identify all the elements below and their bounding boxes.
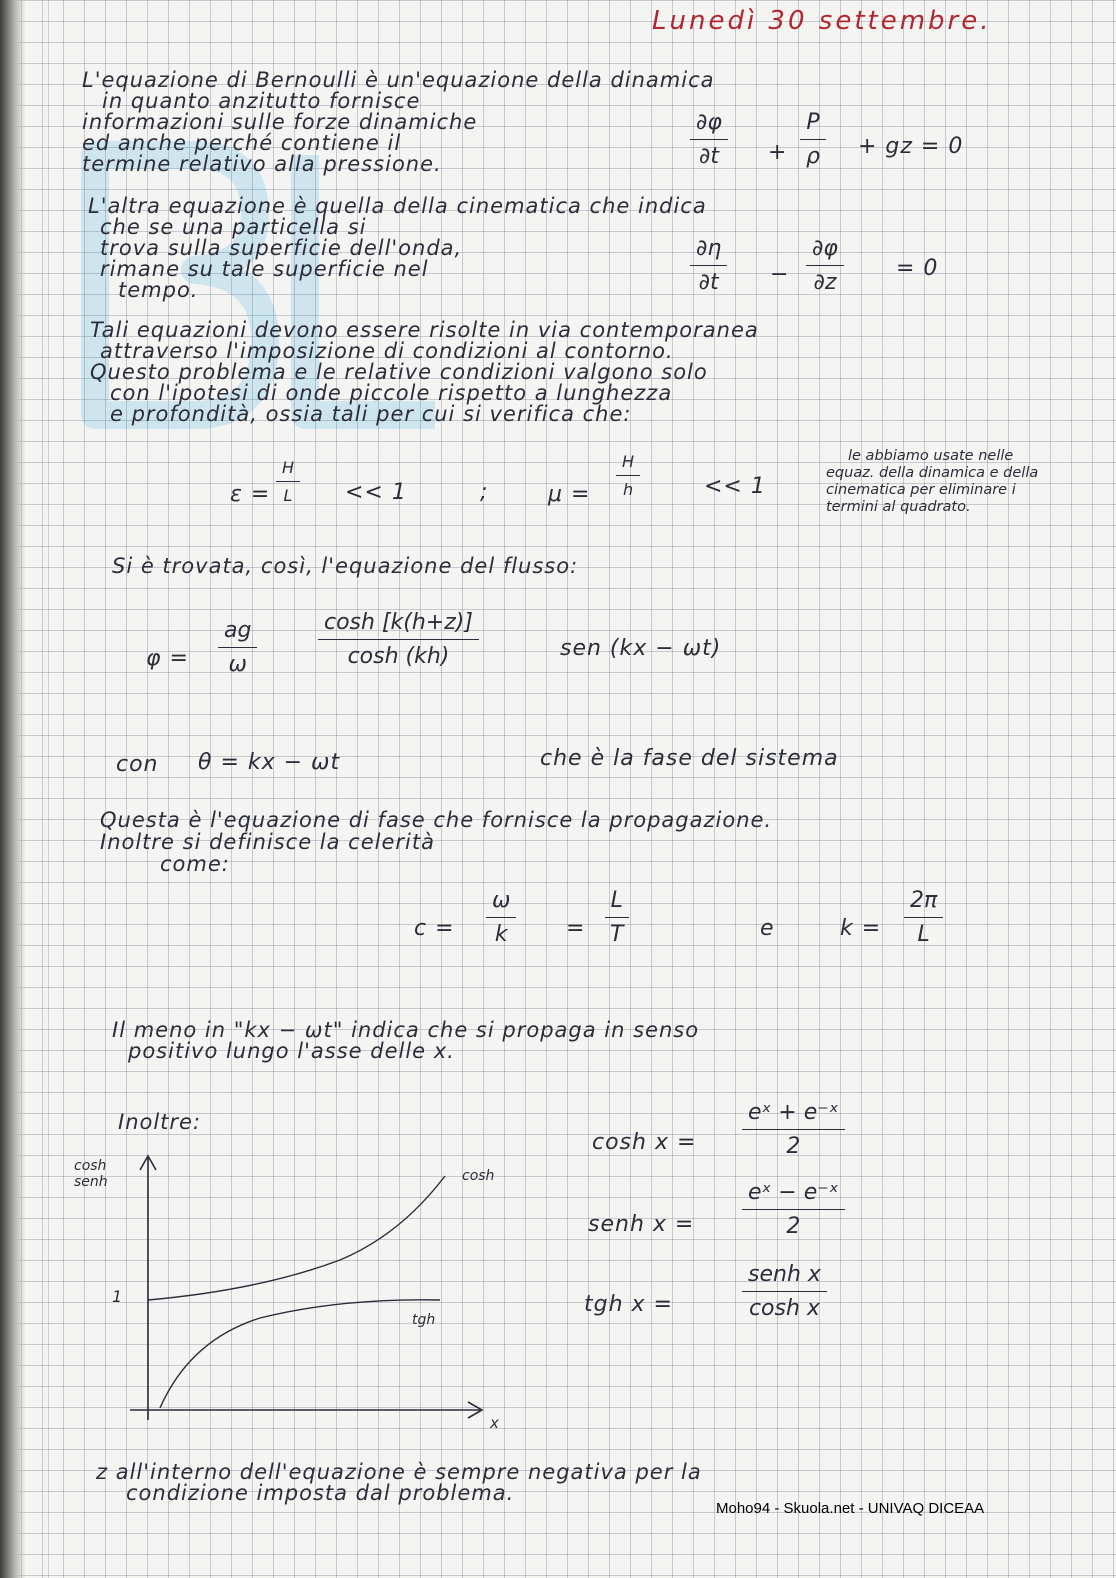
numerator: ∂φ — [806, 236, 844, 266]
fraction-ag-omega — [218, 618, 257, 677]
y-label-senh: senh — [74, 1174, 108, 1190]
text-line: informazioni sulle forze dinamiche — [82, 110, 478, 134]
fraction-cosh-def — [742, 1100, 845, 1159]
fraction-dphi-dt — [690, 110, 728, 169]
denominator: ∂t — [698, 144, 719, 169]
denominator: ∂t — [698, 270, 719, 295]
come-line: come: — [160, 852, 230, 876]
senh-lhs: senh x = — [588, 1212, 695, 1237]
mu-lhs: μ = — [548, 482, 591, 507]
cosh-lhs: cosh x = — [592, 1130, 697, 1155]
note-line: cinematica per eliminare i — [826, 482, 1016, 498]
denominator: T — [610, 922, 624, 947]
sine-factor: sen (kx − ωt) — [560, 636, 722, 661]
celerity-line: Inoltre si definisce la celerità — [100, 830, 435, 854]
numerator: ag — [218, 618, 257, 648]
numerator: senh x — [742, 1262, 827, 1292]
note-line: equaz. della dinamica e della — [826, 465, 1039, 481]
equals-sign: = — [566, 916, 586, 941]
denominator: ρ — [806, 144, 820, 169]
numerator: ω — [486, 888, 516, 918]
denominator: cosh x — [748, 1296, 820, 1321]
epsilon-lhs: ε = — [230, 482, 271, 507]
con-word: con — [116, 752, 159, 777]
denominator: k — [494, 922, 508, 947]
fraction-senh-def — [742, 1180, 845, 1239]
numerator: H — [276, 458, 300, 482]
numerator: eˣ − e⁻ˣ — [742, 1180, 845, 1210]
kinematic-paragraph — [88, 196, 707, 301]
text-line: Il meno in "kx − ωt" indica che si propaga in senso — [112, 1018, 700, 1042]
numerator: 2π — [904, 888, 943, 918]
text-line: L'altra equazione è quella della cinematica che indica — [88, 194, 707, 218]
equation-rest: + gz = 0 — [858, 134, 964, 159]
tgh-curve-label: tgh — [412, 1312, 436, 1328]
fraction-p-rho — [800, 110, 826, 169]
fraction-h-l — [276, 458, 300, 505]
denominator: 2 — [786, 1214, 801, 1239]
theta-definition: θ = kx − ωt — [198, 750, 341, 775]
denominator: cosh (kh) — [347, 644, 450, 669]
text-line: condizione imposta dal problema. — [126, 1481, 515, 1505]
equation-rest: = 0 — [896, 256, 939, 281]
numerator: L — [605, 888, 629, 918]
denominator: h — [622, 480, 634, 499]
fraction-omega-k — [486, 888, 516, 947]
fraction-h-depth — [616, 452, 640, 499]
text-line: che se una particella si — [100, 215, 367, 239]
theta-description: che è la fase del sistema — [540, 746, 839, 771]
cosh-curve — [148, 1176, 445, 1300]
phase-line: Questa è l'equazione di fase che fornisce la propagazione. — [100, 808, 773, 832]
note-line: le abbiamo usate nelle — [848, 448, 1014, 464]
text-line: tempo. — [118, 278, 199, 302]
celerity-lhs: c = — [414, 916, 455, 941]
hyperbolic-sketch — [60, 1140, 510, 1430]
denominator: ∂z — [813, 270, 837, 295]
tgh-lhs: tgh x = — [584, 1292, 673, 1317]
numerator: cosh [k(h+z)] — [318, 610, 479, 640]
final-remark — [96, 1462, 702, 1504]
fraction-dphi-dz — [806, 236, 844, 295]
text-line: L'equazione di Bernoulli è un'equazione della dinamica — [82, 68, 715, 92]
conditions-paragraph — [90, 320, 759, 425]
fraction-l-t — [604, 888, 629, 947]
numerator: H — [616, 452, 640, 476]
text-line: rimane su tale superficie nel — [100, 257, 429, 281]
one-tick-label: 1 — [112, 1287, 123, 1306]
minus-sign: − — [770, 262, 790, 287]
footer-credit: Moho94 - Skuola.net - UNIVAQ DICEAA — [716, 1500, 985, 1517]
text-line: in quanto anzitutto fornisce — [102, 89, 421, 113]
semicolon: ; — [480, 480, 489, 505]
inoltre-label: Inoltre: — [118, 1110, 202, 1134]
plus-sign: + — [768, 140, 788, 165]
text-line: z all'interno dell'equazione è sempre negativa per la — [96, 1460, 702, 1484]
numerator: eˣ + e⁻ˣ — [742, 1100, 845, 1130]
numerator: P — [800, 110, 825, 140]
page-binding-edge — [0, 0, 26, 1578]
phi-lhs: φ = — [146, 646, 189, 671]
numerator: ∂φ — [690, 110, 728, 140]
cosh-curve-label: cosh — [462, 1168, 495, 1184]
fraction-deta-dt — [690, 236, 727, 295]
much-less-one: << 1 — [704, 474, 766, 499]
and-word: e — [760, 916, 775, 941]
text-line: termine relativo alla pressione. — [82, 152, 442, 176]
numerator: ∂η — [690, 236, 727, 266]
text-line: positivo lungo l'asse delle x. — [128, 1039, 455, 1063]
note-line: termini al quadrato. — [826, 499, 971, 515]
text-line: trova sulla superficie dell'onda, — [100, 236, 463, 260]
fraction-cosh — [318, 610, 479, 669]
tgh-curve — [160, 1300, 440, 1408]
denominator: 2 — [786, 1134, 801, 1159]
text-line: attraverso l'imposizione di condizioni al contorno. — [100, 339, 674, 363]
y-label-cosh: cosh — [74, 1158, 107, 1174]
x-axis-label: x — [490, 1414, 499, 1430]
fraction-tgh-def — [742, 1262, 827, 1321]
bernoulli-paragraph — [82, 70, 715, 175]
date-heading: Lunedì 30 settembre. — [652, 6, 992, 36]
denominator: ω — [228, 652, 247, 677]
denominator: L — [283, 486, 293, 505]
side-note — [826, 448, 1038, 516]
minus-remark — [112, 1020, 699, 1062]
margin-line — [48, 0, 49, 1578]
text-line: e profondità, ossia tali per cui si verifica che: — [110, 402, 632, 426]
flow-intro: Si è trovata, così, l'equazione del flusso: — [112, 554, 579, 578]
denominator: L — [917, 922, 930, 947]
text-line: Tali equazioni devono essere risolte in via contemporanea — [90, 318, 759, 342]
text-line: Questo problema e le relative condizioni valgono solo — [90, 360, 708, 384]
text-line: ed anche perché contiene il — [82, 131, 402, 155]
wavenumber-lhs: k = — [840, 916, 882, 941]
text-line: con l'ipotesi di onde piccole rispetto a lunghezza — [110, 381, 673, 405]
fraction-2pi-l — [904, 888, 943, 947]
much-less-one: << 1 — [345, 480, 407, 505]
